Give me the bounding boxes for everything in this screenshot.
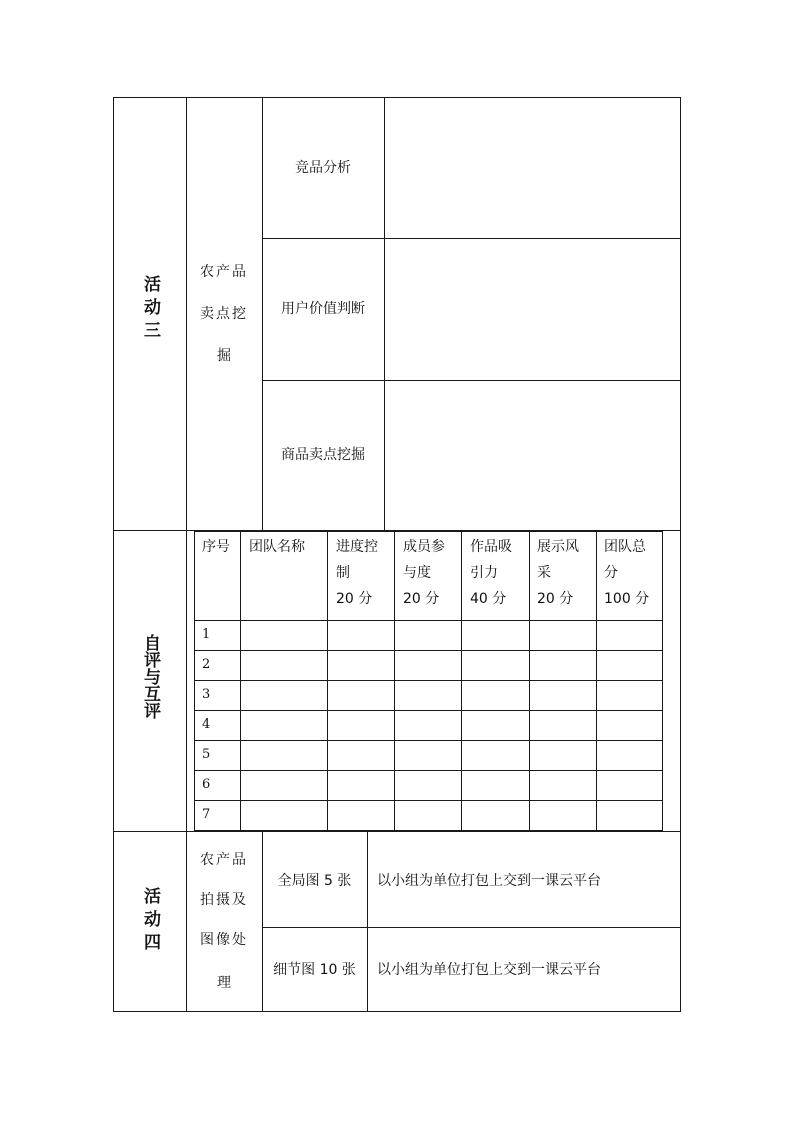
row-content-detail-images: 以小组为单位打包上交到一课云平台 bbox=[377, 962, 601, 978]
header-attraction: 作品吸 引力 40 分 bbox=[470, 539, 512, 607]
header-seq: 序号 bbox=[202, 539, 230, 555]
row-number: 7 bbox=[202, 807, 211, 822]
row-content-selling-points[interactable] bbox=[385, 381, 680, 530]
row-number: 2 bbox=[202, 657, 211, 672]
activity-four-title: 活动四 bbox=[140, 887, 160, 956]
row-label-detail-images: 细节图 10 张 bbox=[273, 962, 356, 978]
header-presentation: 展示风 采 20 分 bbox=[537, 539, 579, 607]
subject-line: 拍摄及 bbox=[200, 892, 248, 908]
row-content-competitor-analysis[interactable] bbox=[385, 98, 680, 238]
evaluation-title: 自评与互评 bbox=[140, 634, 160, 719]
row-number: 1 bbox=[202, 627, 211, 642]
row-number: 4 bbox=[202, 717, 211, 732]
row-label-overall-images: 全局图 5 张 bbox=[277, 873, 352, 889]
row-label-selling-points: 商品卖点挖掘 bbox=[281, 447, 365, 463]
header-total: 团队总 分 100 分 bbox=[604, 539, 650, 607]
subject-line: 卖点挖 bbox=[200, 306, 248, 322]
row-number: 5 bbox=[202, 747, 211, 762]
subject-line: 农产品 bbox=[200, 264, 248, 280]
header-team-name: 团队名称 bbox=[249, 539, 305, 555]
row-label-user-value: 用户价值判断 bbox=[281, 301, 365, 317]
row-label-competitor-analysis: 竞品分析 bbox=[295, 160, 351, 176]
row-number: 3 bbox=[202, 687, 211, 702]
subject-line: 农产品 bbox=[200, 852, 248, 868]
header-participation: 成员参 与度 20 分 bbox=[403, 539, 445, 607]
activity-three-title: 活动三 bbox=[140, 275, 160, 344]
subject-line: 图像处 bbox=[200, 932, 248, 948]
header-progress: 进度控 制 20 分 bbox=[336, 539, 378, 607]
row-content-user-value[interactable] bbox=[385, 239, 680, 380]
row-content-overall-images: 以小组为单位打包上交到一课云平台 bbox=[377, 873, 601, 889]
subject-line: 掘 bbox=[217, 348, 231, 364]
subject-line: 理 bbox=[217, 975, 231, 991]
row-number: 6 bbox=[202, 777, 211, 792]
